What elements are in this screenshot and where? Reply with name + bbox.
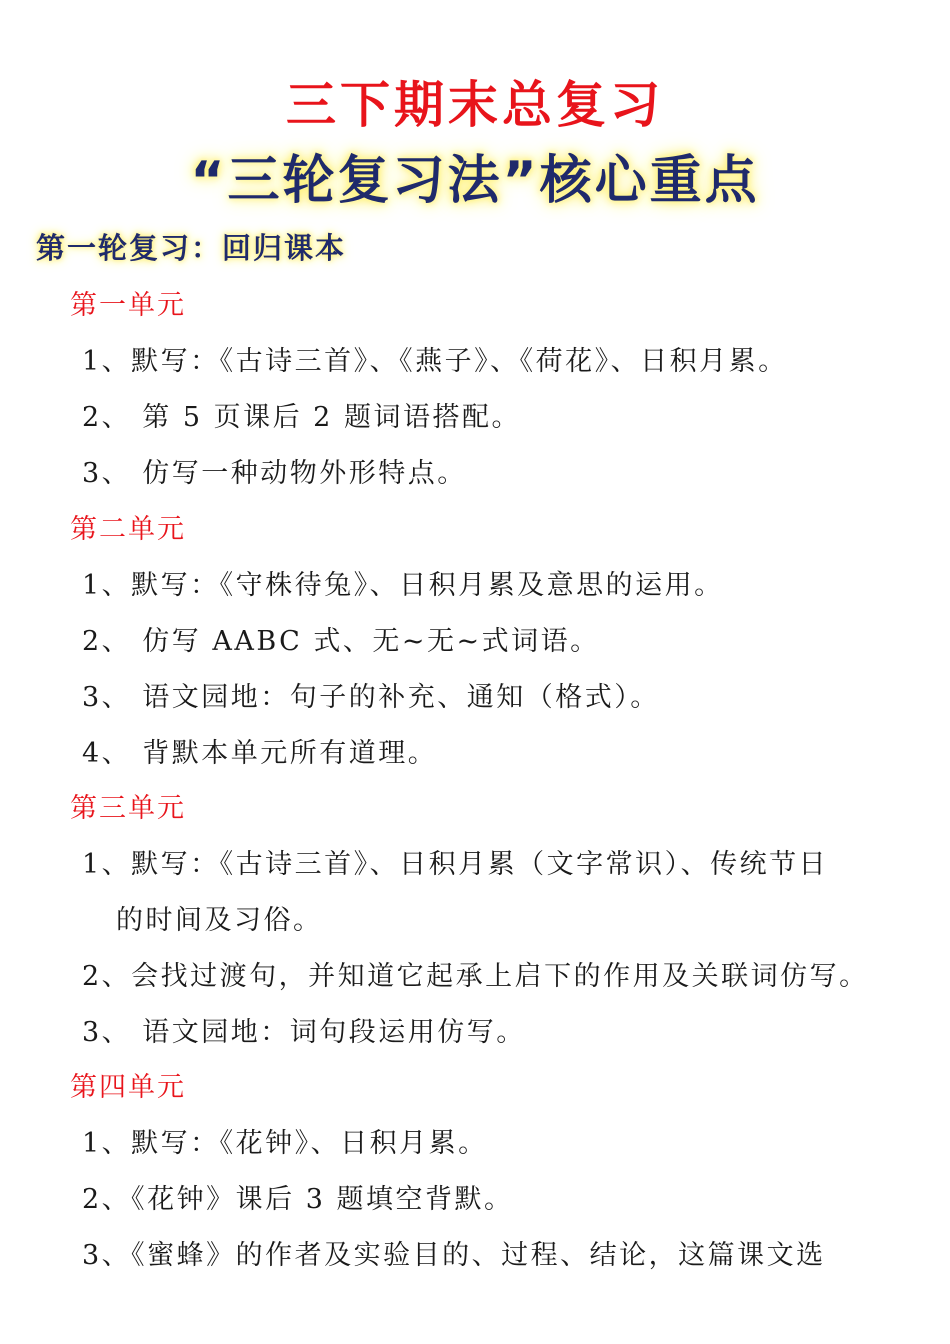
list-item: 1、默写：《古诗三首》、日积月累（文字常识）、传统节日 xyxy=(82,849,829,880)
unit-heading: 第一单元 xyxy=(70,290,186,321)
list-item: 3、《蜜蜂》的作者及实验目的、过程、结论，这篇课文选 xyxy=(82,1240,826,1271)
list-item: 1、默写：《花钟》、日积月累。 xyxy=(82,1128,488,1159)
unit-heading: 第四单元 xyxy=(70,1072,186,1103)
page-subtitle: “三轮复习法”核心重点 xyxy=(190,151,760,211)
list-item: 2、 仿写 AABC 式、无~无~式词语。 xyxy=(82,626,600,657)
list-item: 3、 语文园地：句子的补充、通知（格式）。 xyxy=(82,682,660,713)
list-item: 1、默写：《守株待兔》、日积月累及意思的运用。 xyxy=(82,570,724,601)
list-item: 1、默写：《古诗三首》、《燕子》、《荷花》、日积月累。 xyxy=(82,346,788,377)
round-one-heading: 第一轮复习：回归课本 xyxy=(36,231,347,265)
unit-heading: 第二单元 xyxy=(70,514,186,545)
page-title: 三下期末总复习 xyxy=(286,76,664,134)
list-item: 2、会找过渡句，并知道它起承上启下的作用及关联词仿写。 xyxy=(82,961,869,992)
list-item: 3、 语文园地：词句段运用仿写。 xyxy=(82,1017,526,1048)
list-item: 2、《花钟》课后 3 题填空背默。 xyxy=(82,1184,514,1215)
unit-heading: 第三单元 xyxy=(70,793,186,824)
list-item: 3、 仿写一种动物外形特点。 xyxy=(82,458,467,489)
list-item: 2、 第 5 页课后 2 题词语搭配。 xyxy=(82,402,521,433)
list-item: 4、 背默本单元所有道理。 xyxy=(82,738,438,769)
list-item-continuation: 的时间及习俗。 xyxy=(116,905,323,936)
